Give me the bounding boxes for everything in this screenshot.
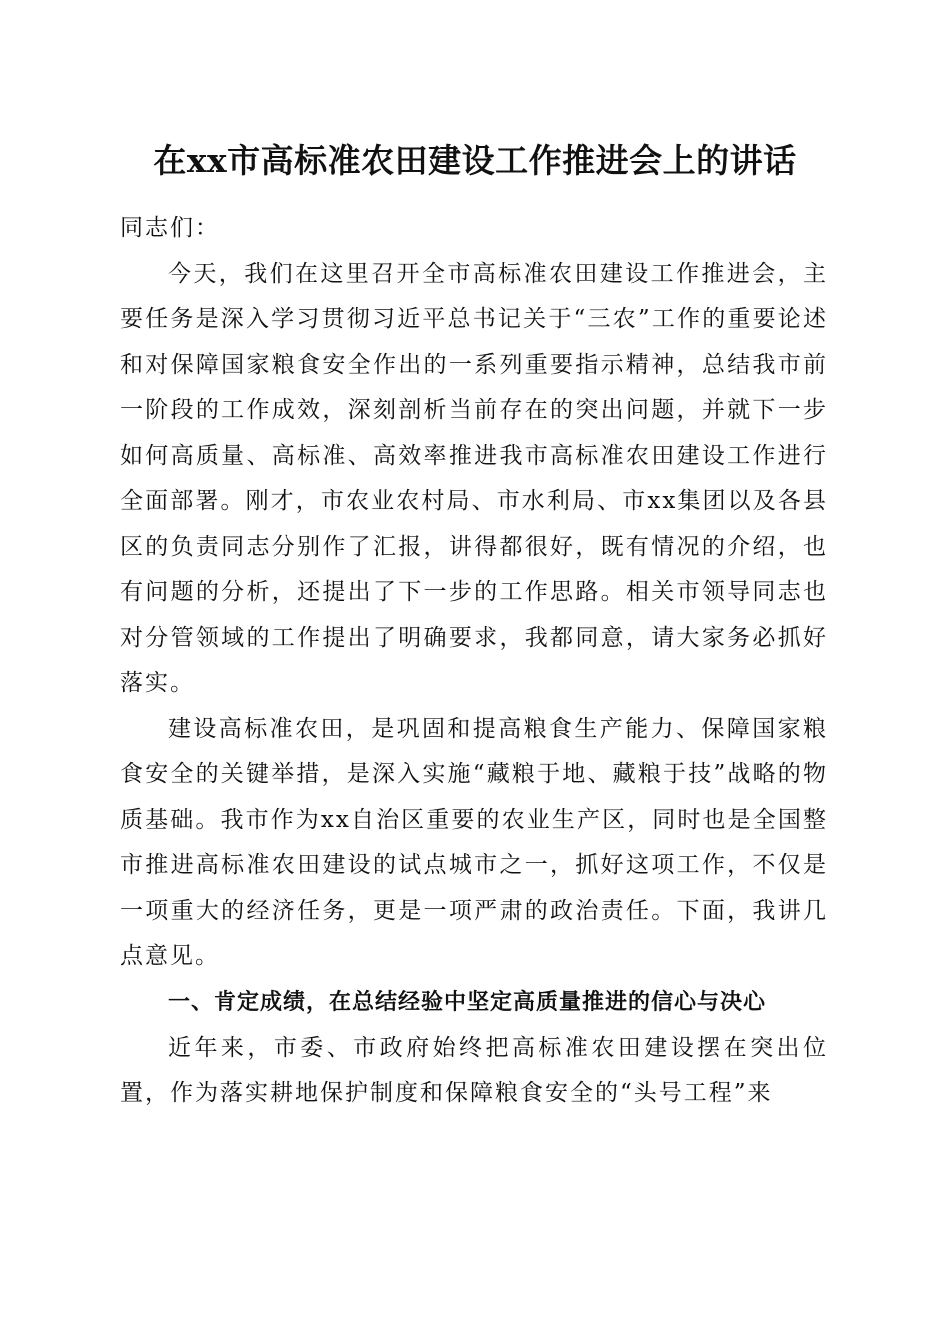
document-body xyxy=(120,206,828,1117)
section-heading: 一、肯定成绩，在总结经验中坚定高质量推进的信心与决心 xyxy=(168,989,767,1015)
document-title: 在xx市高标准农田建设工作推进会上的讲话 xyxy=(153,141,797,180)
paragraph-intro: 今天，我们在这里召开全市高标准农田建设工作推进会，主要任务是深入学习贯彻习近平总书记关于“三农”工作的重要论述和对保障国家粮食安全作出的一系列重要指示精神，总结我市前一阶段的工作成效，深刻剖析当前存在的突出问题，并就下一步如何高质量、高标准、高效率推进我市高标准农田建设工作进行全面部署。刚才，市农业农村局、市水利局、市xx集团以及各县区的负责同志分别作了汇报，讲得都很好，既有情况的介绍，也有问题的分析，还提出了下一步的工作思路。相关市领导同志也对分管领域的工作提出了明确要求，我都同意，请大家务必抓好落实。 xyxy=(120,260,828,696)
salutation: 同志们： xyxy=(120,215,220,241)
paragraph-significance: 建设高标准农田，是巩固和提高粮食生产能力、保障国家粮食安全的关键举措，是深入实施“藏粮于地、藏粮于技”战略的物质基础。我市作为xx自治区重要的农业生产区，同时也是全国整市推进高标准农田建设的试点城市之一，抓好这项工作，不仅是一项重大的经济任务，更是一项严肃的政治责任。下面，我讲几点意见。 xyxy=(120,715,828,969)
paragraph-section-one: 近年来，市委、市政府始终把高标准农田建设摆在突出位置，作为落实耕地保护制度和保障粮食安全的“头号工程”来 xyxy=(120,1034,828,1106)
